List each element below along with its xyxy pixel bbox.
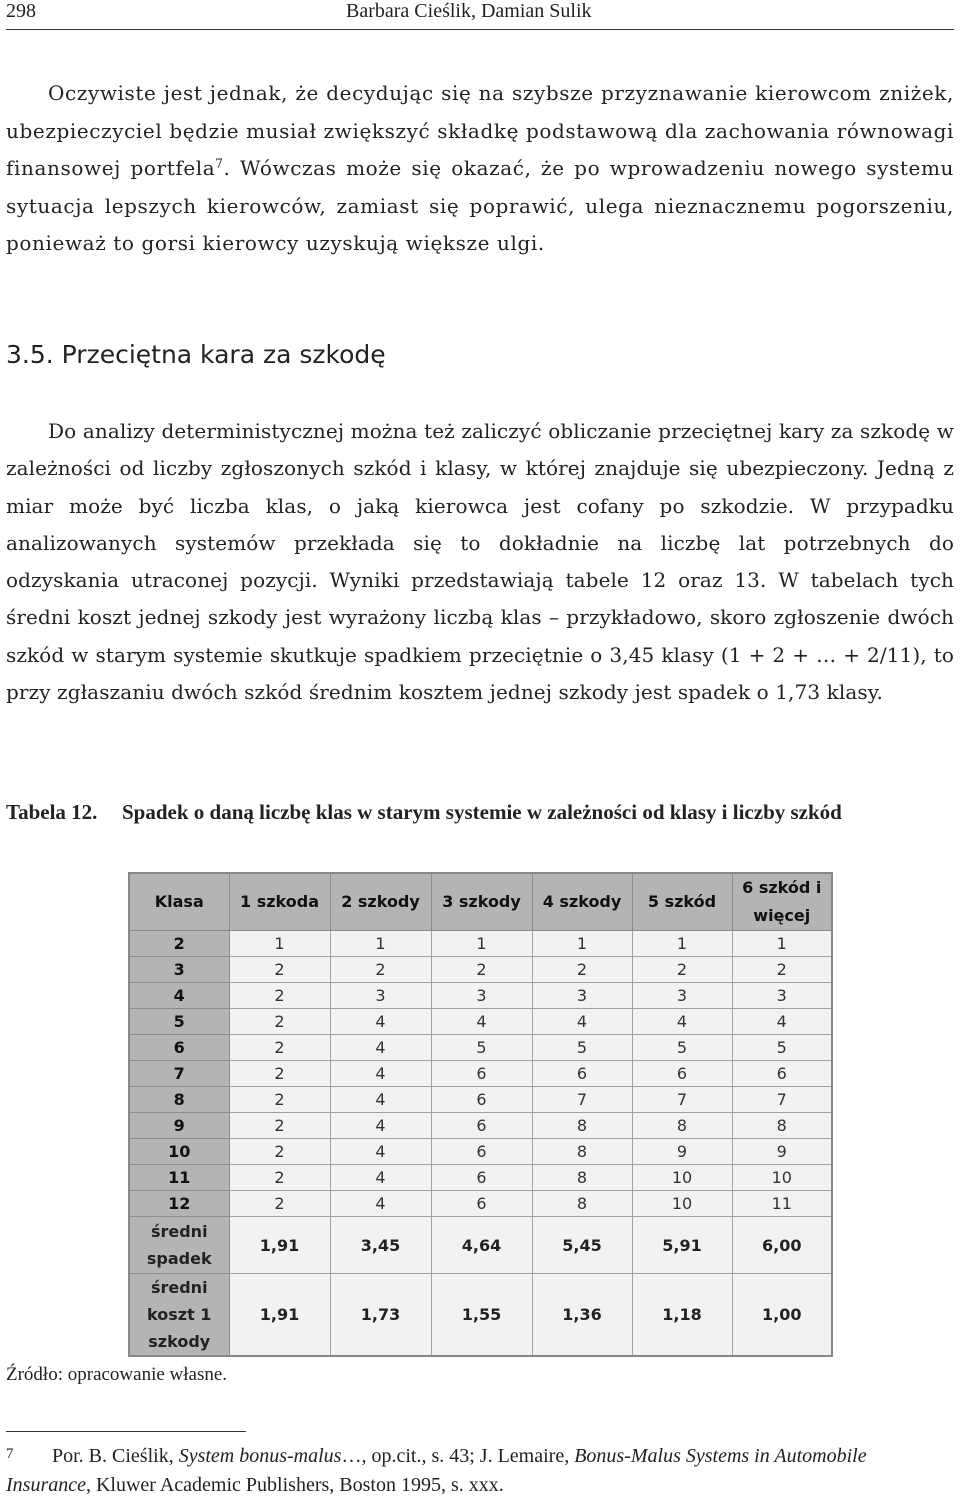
table-cell: 8 [732,1113,832,1139]
class-cell: 3 [129,957,229,983]
table-cell: 5 [431,1035,532,1061]
footnote-ref[interactable]: 7 [215,156,224,171]
table-cell: 1 [732,931,832,957]
table-cell: 2 [229,1061,330,1087]
table-cell: 5 [632,1035,732,1061]
table-cell: 10 [632,1191,732,1217]
footnote-number: 7 [6,1446,14,1462]
table-cell: 8 [632,1113,732,1139]
table-cell: 2 [229,1035,330,1061]
class-cell: 10 [129,1139,229,1165]
table-cell: 5,91 [632,1217,732,1274]
table-cell: 8 [532,1113,632,1139]
class-cell: 2 [129,931,229,957]
table-cell: 6 [532,1061,632,1087]
table-cell: 4 [330,1113,431,1139]
table-cell: 3 [732,983,832,1009]
table-cell: 1 [431,931,532,957]
table-cell: 4 [330,1165,431,1191]
table-row [129,983,832,1009]
footnote-text-a: Por. B. Cieślik, [52,1445,179,1467]
table-cell: 1,91 [229,1274,330,1357]
table-cell: 2 [632,957,732,983]
table-cell: 3 [532,983,632,1009]
column-header: 2 szkody [330,873,431,931]
table-cell: 9 [632,1139,732,1165]
table-cell: 2 [229,1139,330,1165]
table-row [129,931,832,957]
column-header: 1 szkoda [229,873,330,931]
table-cell: 5,45 [532,1217,632,1274]
table-cell: 2 [229,957,330,983]
table-cell: 7 [632,1087,732,1113]
table-cell: 1,55 [431,1274,532,1357]
table-cell: 4 [330,1087,431,1113]
table-cell: 2 [229,1113,330,1139]
table-cell: 3,45 [330,1217,431,1274]
table-cell: 2 [229,1165,330,1191]
table-cell: 4 [330,1061,431,1087]
row-label: średni koszt 1 szkody [129,1274,229,1357]
class-cell: 9 [129,1113,229,1139]
table-row [129,1165,832,1191]
table-source: Źródło: opracowanie własne. [6,1364,228,1385]
table-cell: 2 [431,957,532,983]
table-cell: 5 [532,1035,632,1061]
footnote-text-c: , Kluwer Academic Publishers, Boston 1995, s. xxx. [85,1474,504,1496]
column-header: 4 szkody [532,873,632,931]
paragraph-2 [6,413,954,711]
table-cell: 1,36 [532,1274,632,1357]
table-cell: 2 [229,1087,330,1113]
table-cell: 6,00 [732,1217,832,1274]
table-cell: 6 [431,1061,532,1087]
section-heading: 3.5. Przeciętna kara za szkodę [6,340,386,369]
table-row [129,1191,832,1217]
table-header-row [129,873,832,931]
page-number: 298 [6,0,36,22]
paragraph-1-text-b: . Wówczas może się okazać, że po wprowadzeniu nowego systemu sytuacja lepszych kierowców, zamiast się poprawić, ulega nieznacznemu pogorszeniu, ponieważ to gorsi kierowcy uzyskują większe ulgi. [6,156,954,255]
table-cell: 2 [532,957,632,983]
table-cell: 1,73 [330,1274,431,1357]
table-cell: 1,18 [632,1274,732,1357]
table-cell: 5 [732,1035,832,1061]
class-cell: 8 [129,1087,229,1113]
table-cell: 9 [732,1139,832,1165]
table-cell: 1,91 [229,1217,330,1274]
table-cell: 4 [632,1009,732,1035]
table-cell: 4 [330,1139,431,1165]
table-cell: 4 [330,1035,431,1061]
paragraph-1-text-a: Oczywiste jest jednak, że decydując się na szybsze przyznawanie kierowcom zniżek, ubezpieczyciel będzie musiał zwiększyć składkę podstawową dla zachowania równowagi finansowej portfela [6,81,954,180]
table-cell: 1 [532,931,632,957]
class-cell: 5 [129,1009,229,1035]
running-header [6,0,954,26]
table-cell: 8 [532,1165,632,1191]
table-cell: 3 [330,983,431,1009]
table-cell: 2 [330,957,431,983]
table-cell: 6 [632,1061,732,1087]
table-cell: 3 [632,983,732,1009]
table-cell: 11 [732,1191,832,1217]
class-cell: 7 [129,1061,229,1087]
column-header: 6 szkód i więcej [732,873,832,931]
data-table [128,872,833,1357]
column-header: 3 szkody [431,873,532,931]
table-cell: 1,00 [732,1274,832,1357]
table-cell: 6 [431,1139,532,1165]
table-cell: 1 [229,931,330,957]
table-row [129,957,832,983]
footnote [6,1442,954,1500]
table-row [129,1113,832,1139]
class-cell: 6 [129,1035,229,1061]
table-cell: 4 [330,1009,431,1035]
class-cell: 11 [129,1165,229,1191]
table-cell: 8 [532,1191,632,1217]
table-cell: 7 [732,1087,832,1113]
table-row [129,1035,832,1061]
table-cell: 10 [732,1165,832,1191]
row-label: średni spadek [129,1217,229,1274]
table-row [129,1061,832,1087]
table-caption-label: Tabela 12. [6,800,98,824]
column-header: Klasa [129,873,229,931]
table-cell: 2 [229,1009,330,1035]
table-caption-text: Spadek o daną liczbę klas w starym systemie w zależności od klasy i liczby szkód [122,800,842,824]
table-cell: 6 [431,1113,532,1139]
paragraph-2-text: Do analizy deterministycznej można też zaliczyć obliczanie przeciętnej kary za szkodę w zależności od liczby zgłoszonych szkód i klasy, w której znajduje się ubezpieczony. Jedną z miar może być liczba klas, o jaką kierowca jest cofany po szkodzie. W przypadku analizowanych systemów przekłada się to dokładnie na liczbę lat potrzebnych do odzyskania utraconej pozycji. Wyniki przedstawiają tabele 12 oraz 13. W tabelach tych średni koszt jednej szkody jest wyrażony liczbą klas – przykładowo, skoro zgłoszenie dwóch szkód w starym systemie skutkuje spadkiem przeciętnie o 3,45 klasy (1 + 2 + … + 2/11), to przy zgłaszaniu dwóch szkód średnim kosztem jednej szkody jest spadek o 1,73 klasy. [6,419,954,705]
class-cell: 4 [129,983,229,1009]
class-cell: 12 [129,1191,229,1217]
table-cell: 6 [431,1087,532,1113]
table-row [129,1009,832,1035]
paragraph-1 [6,75,954,263]
table-cell: 8 [532,1139,632,1165]
table-cell: 6 [431,1165,532,1191]
table-cell: 4 [532,1009,632,1035]
table-cell: 4,64 [431,1217,532,1274]
footnote-text-b: …, op.cit., s. 43; J. Lemaire, [341,1445,575,1467]
table-cell: 7 [532,1087,632,1113]
table-cell: 4 [732,1009,832,1035]
table-cell: 4 [431,1009,532,1035]
running-header-authors: Barbara Cieślik, Damian Sulik [346,0,592,22]
footnote-rule [6,1431,246,1432]
avg-drop-row [129,1217,832,1274]
table-cell: 10 [632,1165,732,1191]
footnote-title-b: Bonus-Malus Systems in Automobile Insurance [6,1445,867,1496]
table-cell: 2 [229,983,330,1009]
table-body [129,931,832,1357]
table-cell: 2 [732,957,832,983]
table-cell: 2 [229,1191,330,1217]
table-cell: 6 [732,1061,832,1087]
table-row [129,1139,832,1165]
footnote-title-a: System bonus-malus [178,1445,342,1467]
column-header: 5 szkód [632,873,732,931]
header-rule [6,29,954,30]
table-cell: 1 [330,931,431,957]
avg-cost-row [129,1274,832,1357]
table-cell: 1 [632,931,732,957]
table-cell: 3 [431,983,532,1009]
table-cell: 6 [431,1191,532,1217]
table-cell: 4 [330,1191,431,1217]
table-row [129,1087,832,1113]
